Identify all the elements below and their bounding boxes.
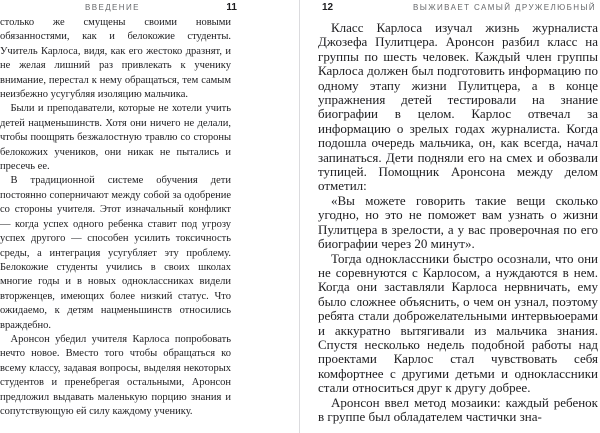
page-number-right: 12 — [322, 2, 334, 13]
body-paragraph: Аронсон убедил учителя Карлоса попробовать нечто новое. Вместо того чтобы обращаться ко всему классу, задавая вопросы, выделяя некоторых студентов и пренебрегая остальными, Аронсон предложил выдавать маленькую порцию знания и сопутствующую ей силу каждому ученику. — [0, 333, 231, 417]
running-header-right: ВЫЖИВАЕТ САМЫЙ ДРУЖЕЛЮБНЫЙ — [413, 3, 597, 12]
body-paragraph: В традиционной системе обучения дети постоянно соперничают между собой за одобрение со стороны учителя. Этот изначальный конфликт — когда успех одного ребенка ставит под угрозу успех другого — способен усилить токсичность среды, а интеграция усугубляет эту проблему. Белокожие студенты учились в своих школах многие годы и в новых одноклассниках видели вторженцев, имеющих более низкий статус. Что ожидаемо, к детям нацменьшинств относились враждебно. — [0, 175, 231, 331]
body-paragraph: столько же смущены своими новыми обязанностями, как и белокожие студенты. Учитель Карлоса, видя, как его жестоко дразнят, и не желая лишний раз привлекать к ученику внимание, перестал к нему обращаться, тем самым неизбежно усугубляя изоляцию мальчика. — [0, 17, 231, 101]
page-divider — [299, 0, 300, 433]
page-text-left — [0, 16, 231, 419]
page-text-right — [318, 21, 598, 424]
page-number-left: 11 — [226, 2, 237, 13]
body-paragraph: Тогда одноклассники быстро осознали, что они не соревнуются с Карлосом, а нуждаются в нем. Когда они заставляли Карлоса нервничать, ему было сложнее объяснить, о чем он узнал, поэтому ребята стали доброжелательными интервьюерами и аккуратно вытягивали из мальчика знания. Спустя несколько недель подобной работы над проектами Карлос стал чувствовать себя комфортнее с другими детьми и одноклассники стали относиться друг к другу добрее. — [318, 250, 598, 396]
running-header-left: ВВЕДЕНИЕ — [85, 3, 140, 12]
body-paragraph: «Вы можете говорить такие вещи сколько угодно, но это не поможет вам узнать о жизни Пулитцера в зрелости, а у вас проверочная по его биографии через 20 минут». — [318, 192, 598, 252]
body-paragraph: Класс Карлоса изучал жизнь журналиста Джозефа Пулитцера. Аронсон разбил класс на группы по шесть человек. Каждый член группы Карлоса должен был подготовить информацию по одному этапу жизни Пулитцера, а в конце упражнения детей тестировали на знание биографии в целом. Карлос отвечал за информацию о зрелых годах журналиста. Когда подошла очередь мальчика, он, как всегда, начал запинаться. Дети подняли его на смех и обозвали тупицей. Помощник Аронсона между делом отметил: — [318, 20, 598, 194]
body-paragraph: Аронсон ввел метод мозаики: каждый ребенок в группе был обладателем частички зна- — [318, 394, 598, 424]
body-paragraph: Были и преподаватели, которые не хотели учить детей нацменьшинств. Хотя они ничего не делали, чтобы поощрять безжалостную травлю со стороны белокожих учеников, они никак не пытались и пресечь ее. — [0, 103, 231, 173]
